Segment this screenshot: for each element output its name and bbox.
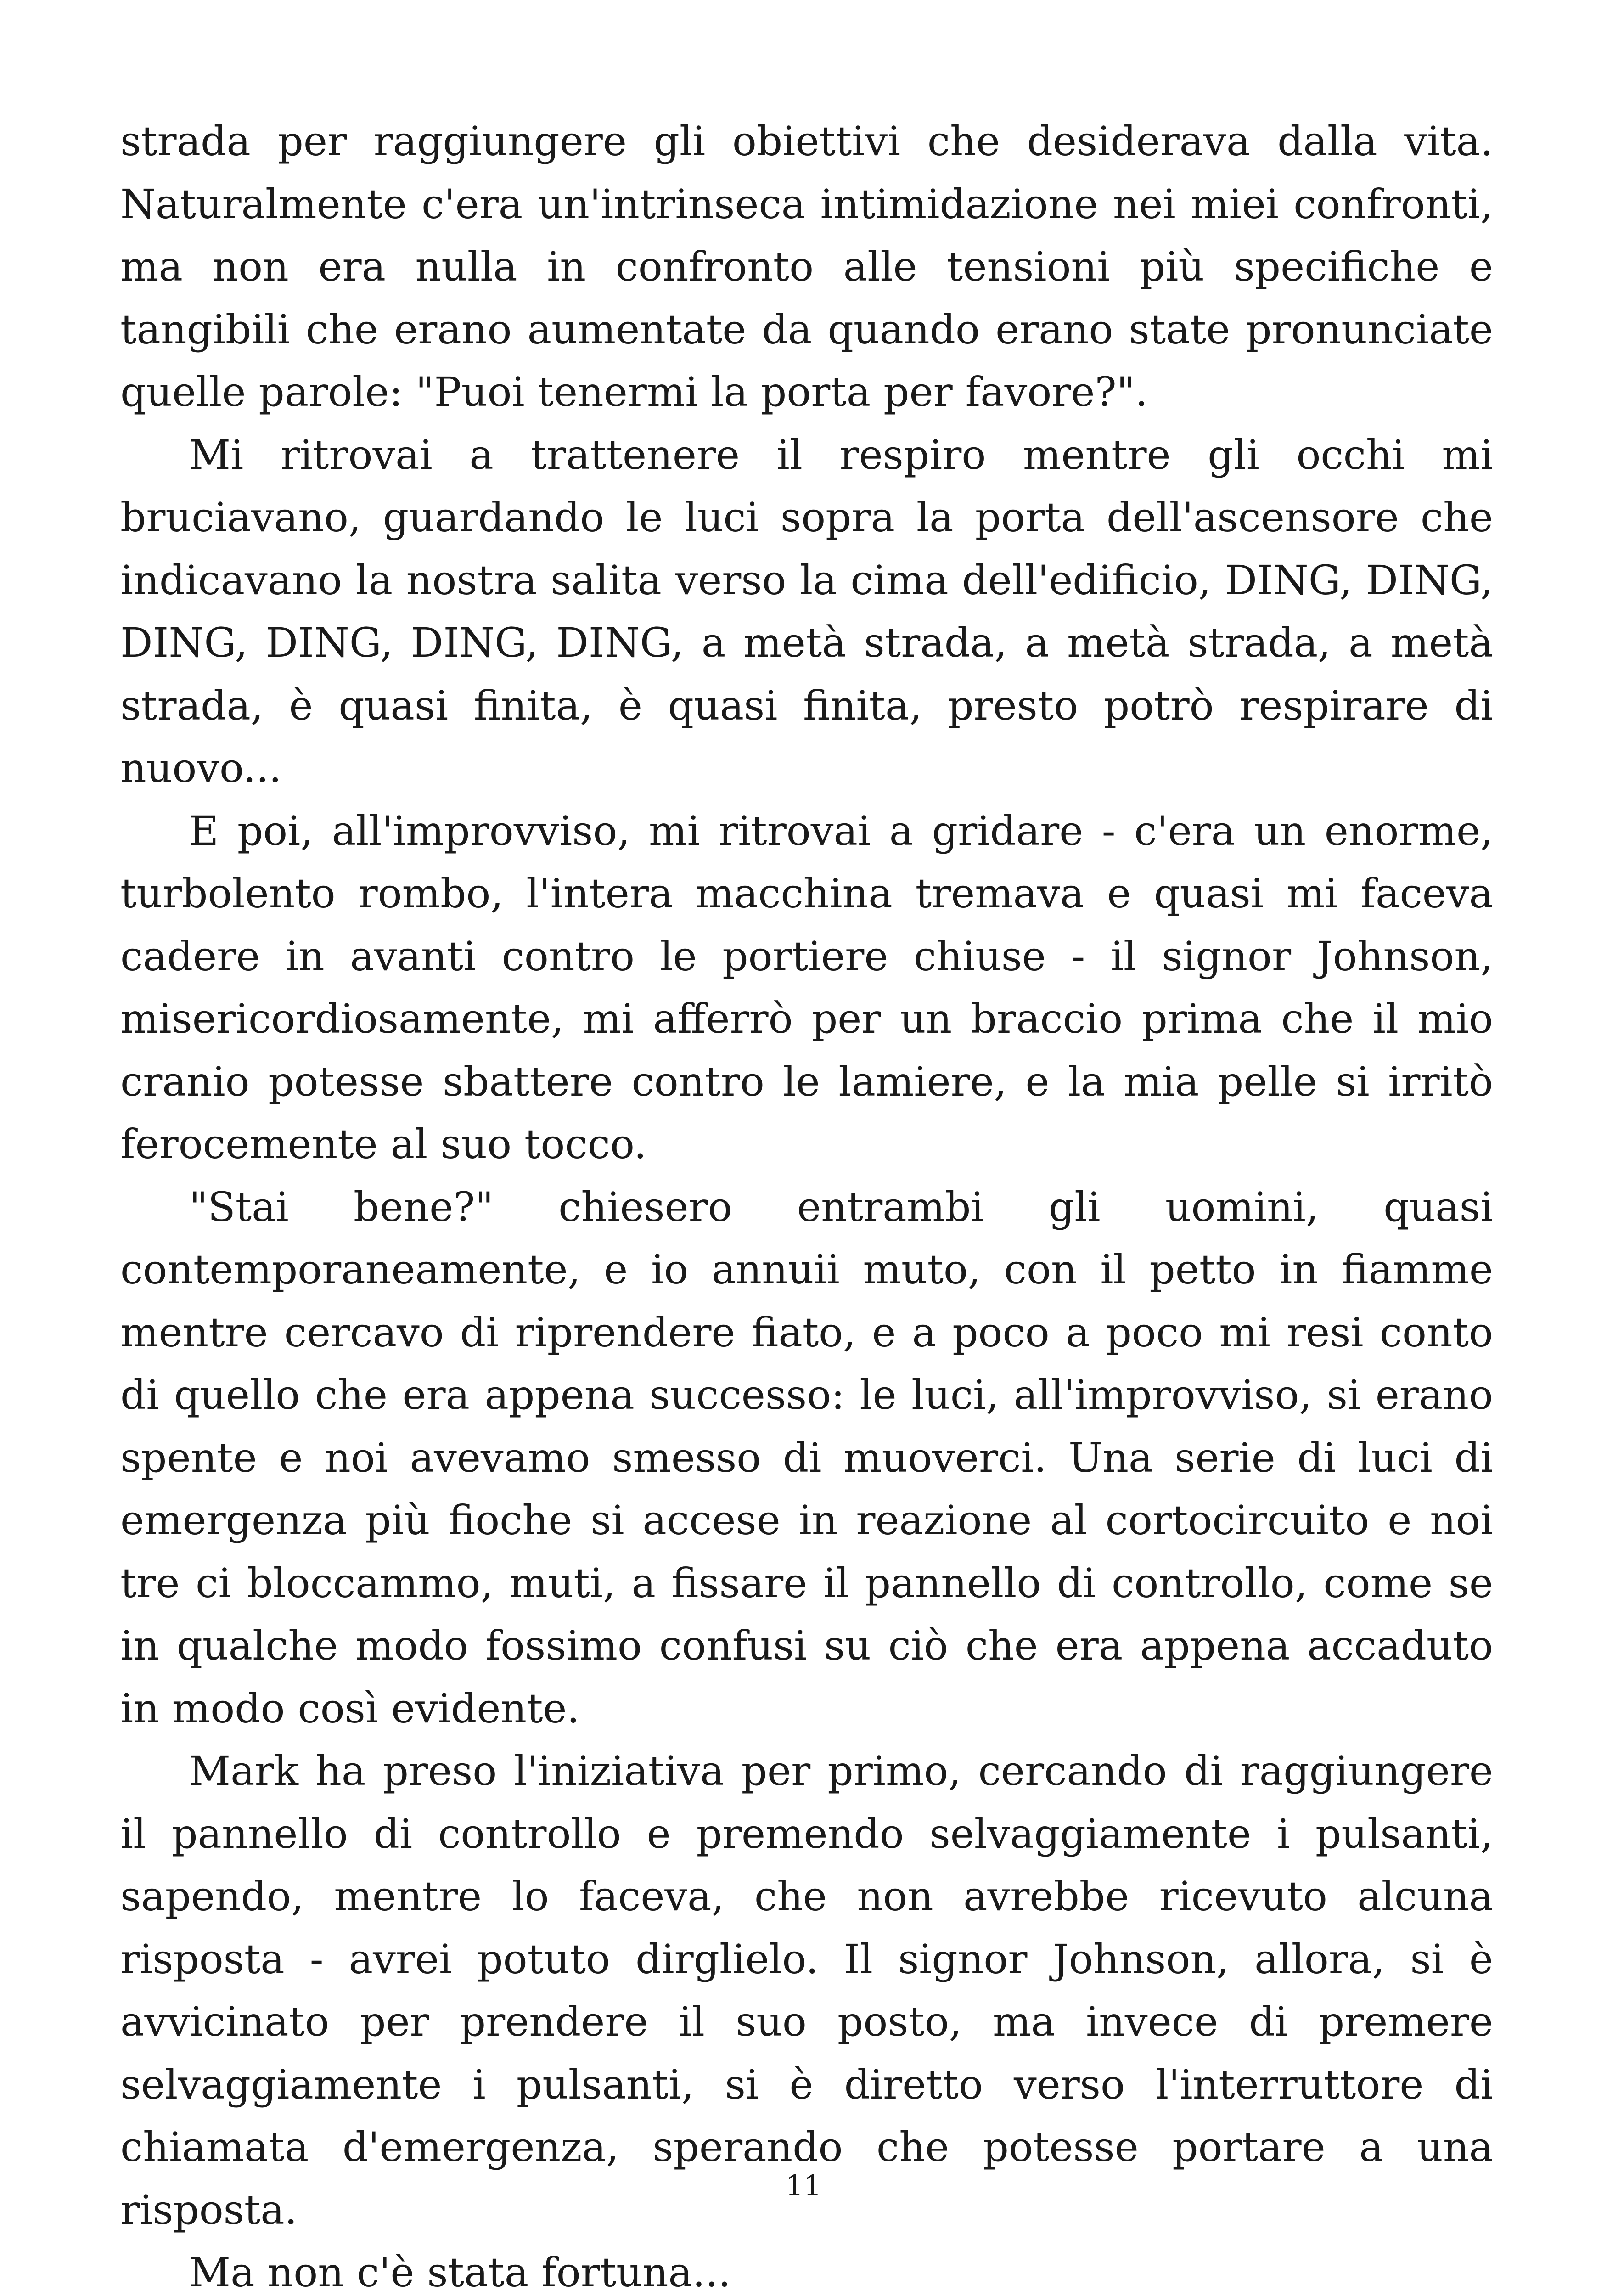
paragraph: E poi, all'improvviso, mi ritrovai a gridare - c'era un enorme, turbolento rombo, l'intera macchina tremava e quasi mi faceva cadere in avanti contro le portiere chiuse - il signor Johnson, misericordiosamente, mi afferrò per un braccio prima che il mio cranio potesse sbattere contro le lamiere, e la mia pelle si irritò ferocemente al suo tocco.: [120, 807, 1493, 1168]
paragraph: Mi ritrovai a trattenere il respiro mentre gli occhi mi bruciavano, guardando le luci sopra la porta dell'ascensore che indicavano la nostra salita verso la cima dell'edificio, DING, DING, DING, DING, DING, DING, a metà strada, a metà strada, a metà strada, è quasi finita, è quasi finita, presto potrò respirare di nuovo...: [120, 431, 1493, 792]
page-number: 11: [785, 2169, 822, 2202]
paragraph-continuation: strada per raggiungere gli obiettivi che desiderava dalla vita. Naturalmente c'era un'intrinseca intimidazione nei miei confronti, ma non era nulla in confronto alle tensioni più specifiche e tangibili che erano aumentate da quando erano state pronunciate quelle parole: "Puoi tenermi la porta per favore?".: [120, 118, 1493, 416]
paragraph: Ma non c'è stata fortuna...: [189, 2249, 731, 2296]
paragraph: Mark ha preso l'iniziativa per primo, cercando di raggiungere il pannello di controllo e premendo selvaggiamente i pulsanti, sapendo, mentre lo faceva, che non avrebbe ricevuto alcuna risposta - avrei potuto dirglielo. Il signor Johnson, allora, si è avvicinato per prendere il suo posto, ma invece di premere selvaggiamente i pulsanti, si è diretto verso l'interruttore di chiamata d'emergenza, sperando che potesse portare a una risposta.: [120, 1747, 1493, 2234]
paragraph: "Stai bene?" chiesero entrambi gli uomini, quasi contemporaneamente, e io annuii muto, con il petto in fiamme mentre cercavo di riprendere fiato, e a poco a poco mi resi conto di quello che era appena successo: le luci, all'improvviso, si erano spente e noi avevamo smesso di muoverci. Una serie di luci di emergenza più fioche si accese in reazione al cortocircuito e noi tre ci bloccammo, muti, a fissare il pannello di controllo, come se in qualche modo fossimo confusi su ciò che era appena accaduto in modo così evidente.: [120, 1183, 1493, 1732]
page-body: [120, 110, 1493, 2296]
